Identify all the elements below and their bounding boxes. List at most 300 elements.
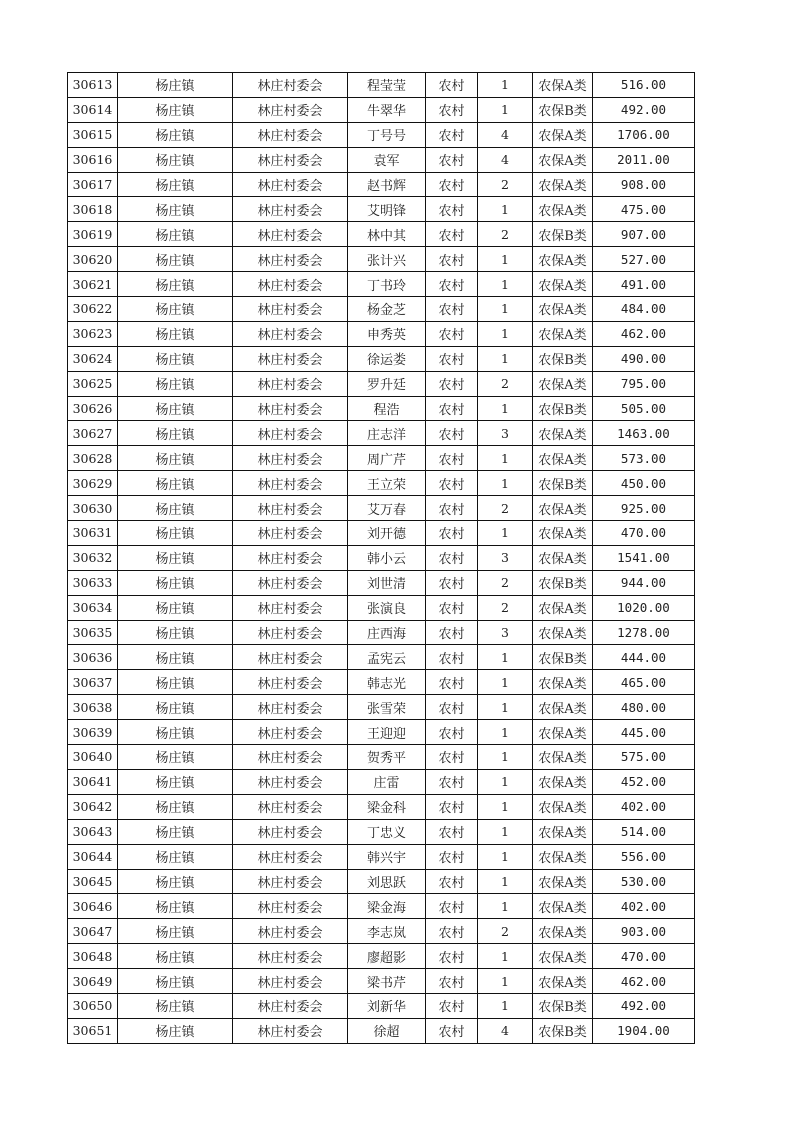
amount-cell: 1278.00 xyxy=(593,620,695,645)
insurance-category-cell: 农保A类 xyxy=(533,844,593,869)
person-name-cell: 刘思跃 xyxy=(348,869,426,894)
person-name-cell: 程浩 xyxy=(348,396,426,421)
record-id-cell: 30641 xyxy=(68,769,118,794)
person-name-cell: 梁书芹 xyxy=(348,969,426,994)
insurance-category-cell: 农保A类 xyxy=(533,122,593,147)
insurance-category-cell: 农保B类 xyxy=(533,570,593,595)
amount-cell: 492.00 xyxy=(593,993,695,1018)
household-count-cell: 1 xyxy=(478,396,533,421)
insurance-category-cell: 农保A类 xyxy=(533,944,593,969)
table-row xyxy=(68,869,695,894)
area-type-cell: 农村 xyxy=(426,97,478,122)
village-committee-cell: 林庄村委会 xyxy=(233,819,348,844)
person-name-cell: 庄西海 xyxy=(348,620,426,645)
town-cell: 杨庄镇 xyxy=(118,969,233,994)
household-count-cell: 2 xyxy=(478,570,533,595)
household-count-cell: 1 xyxy=(478,97,533,122)
record-id-cell: 30646 xyxy=(68,894,118,919)
insurance-category-cell: 农保B类 xyxy=(533,645,593,670)
town-cell: 杨庄镇 xyxy=(118,595,233,620)
village-committee-cell: 林庄村委会 xyxy=(233,346,348,371)
area-type-cell: 农村 xyxy=(426,446,478,471)
insurance-category-cell: 农保A类 xyxy=(533,720,593,745)
person-name-cell: 刘世清 xyxy=(348,570,426,595)
village-committee-cell: 林庄村委会 xyxy=(233,97,348,122)
person-name-cell: 徐超 xyxy=(348,1018,426,1043)
village-committee-cell: 林庄村委会 xyxy=(233,446,348,471)
amount-cell: 402.00 xyxy=(593,794,695,819)
person-name-cell: 申秀英 xyxy=(348,321,426,346)
record-id-cell: 30618 xyxy=(68,197,118,222)
insurance-category-cell: 农保B类 xyxy=(533,993,593,1018)
household-count-cell: 1 xyxy=(478,272,533,297)
village-committee-cell: 林庄村委会 xyxy=(233,321,348,346)
table-row xyxy=(68,645,695,670)
household-count-cell: 3 xyxy=(478,421,533,446)
person-name-cell: 袁军 xyxy=(348,147,426,172)
table-row xyxy=(68,471,695,496)
insurance-category-cell: 农保B类 xyxy=(533,1018,593,1043)
table-row xyxy=(68,321,695,346)
amount-cell: 903.00 xyxy=(593,919,695,944)
amount-cell: 575.00 xyxy=(593,745,695,770)
household-count-cell: 1 xyxy=(478,695,533,720)
town-cell: 杨庄镇 xyxy=(118,521,233,546)
amount-cell: 444.00 xyxy=(593,645,695,670)
person-name-cell: 庄雷 xyxy=(348,769,426,794)
amount-cell: 462.00 xyxy=(593,969,695,994)
area-type-cell: 农村 xyxy=(426,272,478,297)
area-type-cell: 农村 xyxy=(426,894,478,919)
record-id-cell: 30642 xyxy=(68,794,118,819)
insurance-category-cell: 农保B类 xyxy=(533,396,593,421)
table-row xyxy=(68,794,695,819)
town-cell: 杨庄镇 xyxy=(118,993,233,1018)
area-type-cell: 农村 xyxy=(426,396,478,421)
record-id-cell: 30645 xyxy=(68,869,118,894)
insurance-category-cell: 农保A类 xyxy=(533,869,593,894)
area-type-cell: 农村 xyxy=(426,122,478,147)
person-name-cell: 梁金科 xyxy=(348,794,426,819)
table-row xyxy=(68,919,695,944)
household-count-cell: 2 xyxy=(478,222,533,247)
household-count-cell: 2 xyxy=(478,595,533,620)
village-committee-cell: 林庄村委会 xyxy=(233,620,348,645)
town-cell: 杨庄镇 xyxy=(118,545,233,570)
person-name-cell: 徐运娄 xyxy=(348,346,426,371)
table-row xyxy=(68,745,695,770)
town-cell: 杨庄镇 xyxy=(118,919,233,944)
town-cell: 杨庄镇 xyxy=(118,869,233,894)
table-row xyxy=(68,670,695,695)
amount-cell: 527.00 xyxy=(593,247,695,272)
insurance-category-cell: 农保A类 xyxy=(533,595,593,620)
person-name-cell: 程莹莹 xyxy=(348,73,426,98)
village-committee-cell: 林庄村委会 xyxy=(233,222,348,247)
insurance-category-cell: 农保A类 xyxy=(533,969,593,994)
household-count-cell: 1 xyxy=(478,769,533,794)
insurance-category-cell: 农保A类 xyxy=(533,446,593,471)
record-id-cell: 30624 xyxy=(68,346,118,371)
town-cell: 杨庄镇 xyxy=(118,73,233,98)
table-row xyxy=(68,421,695,446)
area-type-cell: 农村 xyxy=(426,745,478,770)
record-id-cell: 30621 xyxy=(68,272,118,297)
household-count-cell: 3 xyxy=(478,545,533,570)
household-count-cell: 1 xyxy=(478,993,533,1018)
person-name-cell: 孟宪云 xyxy=(348,645,426,670)
record-id-cell: 30615 xyxy=(68,122,118,147)
person-name-cell: 赵书辉 xyxy=(348,172,426,197)
area-type-cell: 农村 xyxy=(426,944,478,969)
amount-cell: 491.00 xyxy=(593,272,695,297)
amount-cell: 505.00 xyxy=(593,396,695,421)
area-type-cell: 农村 xyxy=(426,297,478,322)
person-name-cell: 王迎迎 xyxy=(348,720,426,745)
household-count-cell: 1 xyxy=(478,894,533,919)
record-id-cell: 30619 xyxy=(68,222,118,247)
record-id-cell: 30630 xyxy=(68,496,118,521)
amount-cell: 795.00 xyxy=(593,371,695,396)
insurance-category-cell: 农保A类 xyxy=(533,172,593,197)
town-cell: 杨庄镇 xyxy=(118,745,233,770)
table-row xyxy=(68,147,695,172)
table-row xyxy=(68,521,695,546)
area-type-cell: 农村 xyxy=(426,321,478,346)
area-type-cell: 农村 xyxy=(426,769,478,794)
household-count-cell: 1 xyxy=(478,446,533,471)
table-row xyxy=(68,446,695,471)
household-count-cell: 1 xyxy=(478,944,533,969)
household-count-cell: 1 xyxy=(478,471,533,496)
town-cell: 杨庄镇 xyxy=(118,894,233,919)
village-committee-cell: 林庄村委会 xyxy=(233,471,348,496)
record-id-cell: 30625 xyxy=(68,371,118,396)
insurance-category-cell: 农保A类 xyxy=(533,545,593,570)
amount-cell: 480.00 xyxy=(593,695,695,720)
household-count-cell: 1 xyxy=(478,197,533,222)
town-cell: 杨庄镇 xyxy=(118,122,233,147)
household-count-cell: 1 xyxy=(478,73,533,98)
amount-cell: 573.00 xyxy=(593,446,695,471)
area-type-cell: 农村 xyxy=(426,645,478,670)
insurance-category-cell: 农保A类 xyxy=(533,919,593,944)
amount-cell: 450.00 xyxy=(593,471,695,496)
table-row xyxy=(68,570,695,595)
amount-cell: 1904.00 xyxy=(593,1018,695,1043)
village-committee-cell: 林庄村委会 xyxy=(233,595,348,620)
insurance-category-cell: 农保A类 xyxy=(533,297,593,322)
person-name-cell: 梁金海 xyxy=(348,894,426,919)
town-cell: 杨庄镇 xyxy=(118,421,233,446)
area-type-cell: 农村 xyxy=(426,421,478,446)
table-row xyxy=(68,769,695,794)
person-name-cell: 韩志光 xyxy=(348,670,426,695)
record-id-cell: 30614 xyxy=(68,97,118,122)
village-committee-cell: 林庄村委会 xyxy=(233,794,348,819)
record-id-cell: 30647 xyxy=(68,919,118,944)
area-type-cell: 农村 xyxy=(426,222,478,247)
town-cell: 杨庄镇 xyxy=(118,496,233,521)
town-cell: 杨庄镇 xyxy=(118,1018,233,1043)
table-row xyxy=(68,695,695,720)
village-committee-cell: 林庄村委会 xyxy=(233,496,348,521)
record-id-cell: 30617 xyxy=(68,172,118,197)
town-cell: 杨庄镇 xyxy=(118,247,233,272)
amount-cell: 907.00 xyxy=(593,222,695,247)
household-count-cell: 1 xyxy=(478,346,533,371)
table-row xyxy=(68,371,695,396)
person-name-cell: 张演良 xyxy=(348,595,426,620)
person-name-cell: 王立荣 xyxy=(348,471,426,496)
insurance-category-cell: 农保A类 xyxy=(533,147,593,172)
village-committee-cell: 林庄村委会 xyxy=(233,421,348,446)
household-count-cell: 1 xyxy=(478,247,533,272)
town-cell: 杨庄镇 xyxy=(118,321,233,346)
record-id-cell: 30635 xyxy=(68,620,118,645)
area-type-cell: 农村 xyxy=(426,73,478,98)
village-committee-cell: 林庄村委会 xyxy=(233,670,348,695)
town-cell: 杨庄镇 xyxy=(118,620,233,645)
household-count-cell: 1 xyxy=(478,720,533,745)
area-type-cell: 农村 xyxy=(426,869,478,894)
household-count-cell: 1 xyxy=(478,645,533,670)
town-cell: 杨庄镇 xyxy=(118,222,233,247)
area-type-cell: 农村 xyxy=(426,496,478,521)
person-name-cell: 杨金芝 xyxy=(348,297,426,322)
record-id-cell: 30649 xyxy=(68,969,118,994)
village-committee-cell: 林庄村委会 xyxy=(233,272,348,297)
insurance-category-cell: 农保A类 xyxy=(533,620,593,645)
person-name-cell: 罗升廷 xyxy=(348,371,426,396)
record-id-cell: 30650 xyxy=(68,993,118,1018)
village-committee-cell: 林庄村委会 xyxy=(233,894,348,919)
village-committee-cell: 林庄村委会 xyxy=(233,521,348,546)
record-id-cell: 30623 xyxy=(68,321,118,346)
household-count-cell: 1 xyxy=(478,745,533,770)
amount-cell: 445.00 xyxy=(593,720,695,745)
area-type-cell: 农村 xyxy=(426,695,478,720)
town-cell: 杨庄镇 xyxy=(118,695,233,720)
area-type-cell: 农村 xyxy=(426,670,478,695)
village-committee-cell: 林庄村委会 xyxy=(233,396,348,421)
amount-cell: 944.00 xyxy=(593,570,695,595)
household-count-cell: 1 xyxy=(478,794,533,819)
household-count-cell: 1 xyxy=(478,869,533,894)
area-type-cell: 农村 xyxy=(426,371,478,396)
area-type-cell: 农村 xyxy=(426,172,478,197)
insurance-category-cell: 农保A类 xyxy=(533,745,593,770)
town-cell: 杨庄镇 xyxy=(118,371,233,396)
household-count-cell: 1 xyxy=(478,819,533,844)
village-committee-cell: 林庄村委会 xyxy=(233,122,348,147)
person-name-cell: 张雪荣 xyxy=(348,695,426,720)
record-id-cell: 30651 xyxy=(68,1018,118,1043)
village-committee-cell: 林庄村委会 xyxy=(233,969,348,994)
town-cell: 杨庄镇 xyxy=(118,147,233,172)
record-id-cell: 30639 xyxy=(68,720,118,745)
household-count-cell: 1 xyxy=(478,844,533,869)
person-name-cell: 刘新华 xyxy=(348,993,426,1018)
insurance-category-cell: 农保A类 xyxy=(533,819,593,844)
village-committee-cell: 林庄村委会 xyxy=(233,1018,348,1043)
record-id-cell: 30620 xyxy=(68,247,118,272)
amount-cell: 1541.00 xyxy=(593,545,695,570)
area-type-cell: 农村 xyxy=(426,521,478,546)
town-cell: 杨庄镇 xyxy=(118,272,233,297)
amount-cell: 516.00 xyxy=(593,73,695,98)
table-row xyxy=(68,819,695,844)
village-committee-cell: 林庄村委会 xyxy=(233,745,348,770)
record-id-cell: 30633 xyxy=(68,570,118,595)
area-type-cell: 农村 xyxy=(426,819,478,844)
insurance-category-cell: 农保A类 xyxy=(533,371,593,396)
amount-cell: 514.00 xyxy=(593,819,695,844)
household-count-cell: 2 xyxy=(478,172,533,197)
record-id-cell: 30627 xyxy=(68,421,118,446)
village-committee-cell: 林庄村委会 xyxy=(233,545,348,570)
household-count-cell: 2 xyxy=(478,371,533,396)
record-id-cell: 30622 xyxy=(68,297,118,322)
record-id-cell: 30628 xyxy=(68,446,118,471)
table-row xyxy=(68,346,695,371)
amount-cell: 484.00 xyxy=(593,297,695,322)
village-committee-cell: 林庄村委会 xyxy=(233,147,348,172)
household-count-cell: 2 xyxy=(478,919,533,944)
insurance-category-cell: 农保A类 xyxy=(533,421,593,446)
town-cell: 杨庄镇 xyxy=(118,570,233,595)
person-name-cell: 李志岚 xyxy=(348,919,426,944)
village-committee-cell: 林庄村委会 xyxy=(233,919,348,944)
amount-cell: 465.00 xyxy=(593,670,695,695)
insurance-category-cell: 农保A类 xyxy=(533,197,593,222)
table-row xyxy=(68,620,695,645)
table-row xyxy=(68,1018,695,1043)
town-cell: 杨庄镇 xyxy=(118,844,233,869)
table-row xyxy=(68,595,695,620)
record-id-cell: 30634 xyxy=(68,595,118,620)
town-cell: 杨庄镇 xyxy=(118,446,233,471)
allowance-table xyxy=(67,72,695,1044)
area-type-cell: 农村 xyxy=(426,545,478,570)
insurance-category-cell: 农保A类 xyxy=(533,272,593,297)
table-row xyxy=(68,73,695,98)
household-count-cell: 3 xyxy=(478,620,533,645)
amount-cell: 470.00 xyxy=(593,944,695,969)
household-count-cell: 1 xyxy=(478,321,533,346)
area-type-cell: 农村 xyxy=(426,471,478,496)
village-committee-cell: 林庄村委会 xyxy=(233,769,348,794)
area-type-cell: 农村 xyxy=(426,993,478,1018)
village-committee-cell: 林庄村委会 xyxy=(233,297,348,322)
record-id-cell: 30640 xyxy=(68,745,118,770)
village-committee-cell: 林庄村委会 xyxy=(233,570,348,595)
town-cell: 杨庄镇 xyxy=(118,769,233,794)
household-count-cell: 1 xyxy=(478,969,533,994)
household-count-cell: 4 xyxy=(478,1018,533,1043)
amount-cell: 925.00 xyxy=(593,496,695,521)
area-type-cell: 农村 xyxy=(426,969,478,994)
village-committee-cell: 林庄村委会 xyxy=(233,695,348,720)
household-count-cell: 1 xyxy=(478,670,533,695)
amount-cell: 490.00 xyxy=(593,346,695,371)
town-cell: 杨庄镇 xyxy=(118,670,233,695)
record-id-cell: 30644 xyxy=(68,844,118,869)
person-name-cell: 韩兴宇 xyxy=(348,844,426,869)
town-cell: 杨庄镇 xyxy=(118,172,233,197)
person-name-cell: 丁书玲 xyxy=(348,272,426,297)
insurance-category-cell: 农保A类 xyxy=(533,769,593,794)
town-cell: 杨庄镇 xyxy=(118,396,233,421)
amount-cell: 908.00 xyxy=(593,172,695,197)
village-committee-cell: 林庄村委会 xyxy=(233,869,348,894)
person-name-cell: 丁忠义 xyxy=(348,819,426,844)
insurance-category-cell: 农保A类 xyxy=(533,496,593,521)
person-name-cell: 艾万春 xyxy=(348,496,426,521)
town-cell: 杨庄镇 xyxy=(118,197,233,222)
area-type-cell: 农村 xyxy=(426,620,478,645)
record-id-cell: 30648 xyxy=(68,944,118,969)
area-type-cell: 农村 xyxy=(426,720,478,745)
person-name-cell: 贺秀平 xyxy=(348,745,426,770)
village-committee-cell: 林庄村委会 xyxy=(233,371,348,396)
amount-cell: 462.00 xyxy=(593,321,695,346)
household-count-cell: 4 xyxy=(478,147,533,172)
person-name-cell: 艾明锋 xyxy=(348,197,426,222)
village-committee-cell: 林庄村委会 xyxy=(233,720,348,745)
area-type-cell: 农村 xyxy=(426,844,478,869)
table-row xyxy=(68,545,695,570)
amount-cell: 1463.00 xyxy=(593,421,695,446)
village-committee-cell: 林庄村委会 xyxy=(233,993,348,1018)
insurance-category-cell: 农保A类 xyxy=(533,794,593,819)
record-id-cell: 30631 xyxy=(68,521,118,546)
amount-cell: 530.00 xyxy=(593,869,695,894)
table-row xyxy=(68,172,695,197)
insurance-category-cell: 农保B类 xyxy=(533,97,593,122)
table-row xyxy=(68,97,695,122)
table-row xyxy=(68,197,695,222)
table-row xyxy=(68,969,695,994)
table-row xyxy=(68,496,695,521)
town-cell: 杨庄镇 xyxy=(118,97,233,122)
record-id-cell: 30636 xyxy=(68,645,118,670)
amount-cell: 452.00 xyxy=(593,769,695,794)
area-type-cell: 农村 xyxy=(426,346,478,371)
area-type-cell: 农村 xyxy=(426,794,478,819)
amount-cell: 1706.00 xyxy=(593,122,695,147)
insurance-category-cell: 农保A类 xyxy=(533,695,593,720)
insurance-category-cell: 农保B类 xyxy=(533,346,593,371)
area-type-cell: 农村 xyxy=(426,147,478,172)
insurance-category-cell: 农保B类 xyxy=(533,471,593,496)
record-id-cell: 30629 xyxy=(68,471,118,496)
person-name-cell: 庄志洋 xyxy=(348,421,426,446)
town-cell: 杨庄镇 xyxy=(118,720,233,745)
person-name-cell: 丁号号 xyxy=(348,122,426,147)
person-name-cell: 林中其 xyxy=(348,222,426,247)
insurance-category-cell: 农保A类 xyxy=(533,247,593,272)
household-count-cell: 2 xyxy=(478,496,533,521)
table-row xyxy=(68,944,695,969)
amount-cell: 2011.00 xyxy=(593,147,695,172)
table-row xyxy=(68,122,695,147)
insurance-category-cell: 农保A类 xyxy=(533,321,593,346)
town-cell: 杨庄镇 xyxy=(118,471,233,496)
household-count-cell: 1 xyxy=(478,297,533,322)
person-name-cell: 牛翠华 xyxy=(348,97,426,122)
insurance-category-cell: 农保A类 xyxy=(533,894,593,919)
